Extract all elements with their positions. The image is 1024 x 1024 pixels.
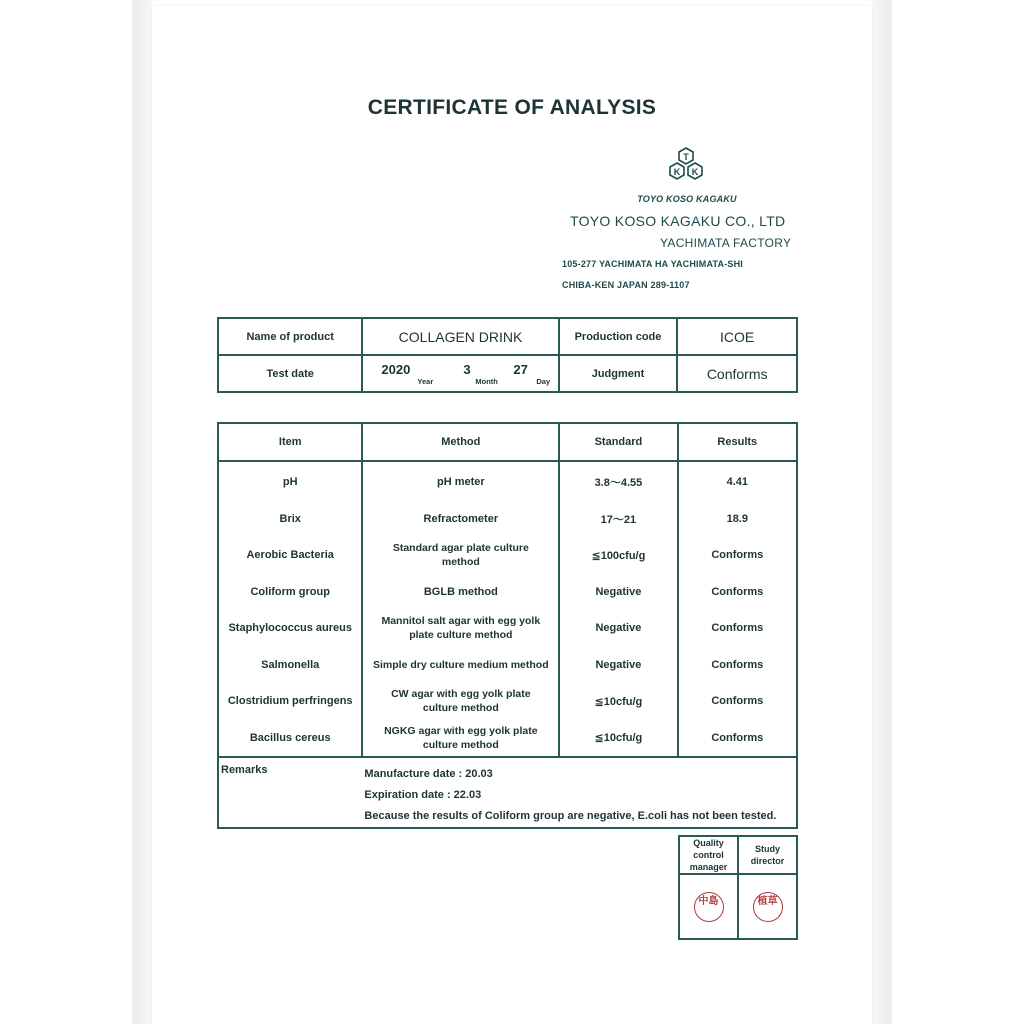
result-cell: Conforms bbox=[678, 683, 797, 720]
test-date-value bbox=[362, 355, 558, 392]
item-cell: pH bbox=[218, 461, 362, 501]
remarks-content bbox=[362, 757, 797, 828]
product-name-label: Name of product bbox=[218, 318, 362, 355]
standard-cell: Negative bbox=[559, 610, 677, 647]
item-cell: Aerobic Bacteria bbox=[218, 537, 362, 574]
factory-name: YACHIMATA FACTORY bbox=[660, 236, 792, 250]
production-code-label: Production code bbox=[559, 318, 678, 355]
result-cell: Conforms bbox=[678, 537, 797, 574]
method-cell: Standard agar plate culture method bbox=[362, 537, 559, 574]
remark-expiration-date: Expiration date : 22.03 bbox=[364, 789, 482, 801]
table-row bbox=[218, 720, 797, 758]
remark-manufacture-date: Manufacture date : 20.03 bbox=[364, 768, 493, 780]
study-director-seal: 植草 bbox=[753, 892, 783, 922]
product-name-value: COLLAGEN DRINK bbox=[362, 318, 558, 355]
standard-cell: ≦100cfu/g bbox=[559, 537, 677, 574]
address-line-2: CHIBA-KEN JAPAN 289-1107 bbox=[562, 280, 690, 290]
standard-cell: Negative bbox=[559, 647, 677, 684]
method-cell: CW agar with egg yolk plate culture method bbox=[362, 683, 559, 720]
column-header-results: Results bbox=[678, 423, 797, 461]
year-label: Year bbox=[417, 377, 434, 386]
result-cell: 4.41 bbox=[678, 461, 797, 501]
analysis-table bbox=[217, 422, 798, 829]
method-cell: BGLB method bbox=[362, 574, 559, 611]
item-cell: Bacillus cereus bbox=[218, 720, 362, 758]
standard-cell: 3.8〜4.55 bbox=[559, 461, 677, 501]
logo-letter: K bbox=[673, 167, 681, 177]
item-cell: Coliform group bbox=[218, 574, 362, 611]
column-header-method: Method bbox=[362, 423, 559, 461]
item-cell: Brix bbox=[218, 501, 362, 538]
table-row bbox=[218, 610, 797, 647]
method-cell: Refractometer bbox=[362, 501, 559, 538]
production-code-value: ICOE bbox=[677, 318, 797, 355]
remarks-row bbox=[218, 757, 797, 828]
qc-manager-seal-cell bbox=[679, 874, 738, 939]
test-date-year: 2020 bbox=[381, 362, 411, 377]
standard-cell: ≦10cfu/g bbox=[559, 683, 677, 720]
table-row bbox=[218, 574, 797, 611]
product-info-table bbox=[217, 317, 798, 393]
column-header-standard: Standard bbox=[559, 423, 677, 461]
logo-letter: K bbox=[691, 167, 699, 177]
page-edge-right bbox=[872, 0, 892, 1024]
study-director-label: Study director bbox=[738, 836, 797, 874]
method-cell: pH meter bbox=[362, 461, 559, 501]
result-cell: Conforms bbox=[678, 720, 797, 758]
study-director-seal-cell bbox=[738, 874, 797, 939]
logo-letter: T bbox=[683, 152, 689, 162]
result-cell: 18.9 bbox=[678, 501, 797, 538]
standard-cell: Negative bbox=[559, 574, 677, 611]
judgment-value: Conforms bbox=[677, 355, 797, 392]
background-left bbox=[0, 0, 132, 1024]
test-date-label: Test date bbox=[218, 355, 362, 392]
method-cell: Simple dry culture medium method bbox=[362, 647, 559, 684]
test-date-day: 27 bbox=[513, 362, 528, 377]
qc-manager-label: Quality control manager bbox=[679, 836, 738, 874]
method-cell: NGKG agar with egg yolk plate culture method bbox=[362, 720, 559, 758]
column-header-item: Item bbox=[218, 423, 362, 461]
address-line-1: 105-277 YACHIMATA HA YACHIMATA-SHI bbox=[562, 259, 744, 269]
month-label: Month bbox=[475, 377, 498, 386]
day-label: Day bbox=[536, 377, 551, 386]
document-title: CERTIFICATE OF ANALYSIS bbox=[367, 96, 657, 119]
result-cell: Conforms bbox=[678, 610, 797, 647]
standard-cell: ≦10cfu/g bbox=[559, 720, 677, 758]
method-cell: Mannitol salt agar with egg yolk plate culture method bbox=[362, 610, 559, 647]
remark-ecoli-note: Because the results of Coliform group are negative, E.coli has not been tested. bbox=[364, 810, 777, 822]
company-name: TOYO KOSO KAGAKU CO., LTD bbox=[570, 213, 786, 229]
table-row bbox=[218, 501, 797, 538]
table-row bbox=[218, 461, 797, 501]
table-row bbox=[218, 647, 797, 684]
table-row bbox=[218, 537, 797, 574]
test-date-month: 3 bbox=[463, 362, 471, 377]
standard-cell: 17〜21 bbox=[559, 501, 677, 538]
table-row bbox=[218, 683, 797, 720]
item-cell: Salmonella bbox=[218, 647, 362, 684]
item-cell: Staphylococcus aureus bbox=[218, 610, 362, 647]
page-edge-left bbox=[132, 0, 152, 1024]
remarks-label: Remarks bbox=[218, 757, 362, 828]
company-logo bbox=[660, 146, 712, 192]
judgment-label: Judgment bbox=[559, 355, 678, 392]
brand-name: TOYO KOSO KAGAKU bbox=[637, 194, 737, 204]
result-cell: Conforms bbox=[678, 647, 797, 684]
approval-table bbox=[678, 835, 798, 940]
result-cell: Conforms bbox=[678, 574, 797, 611]
item-cell: Clostridium perfringens bbox=[218, 683, 362, 720]
qc-manager-seal: 中島 bbox=[694, 892, 724, 922]
